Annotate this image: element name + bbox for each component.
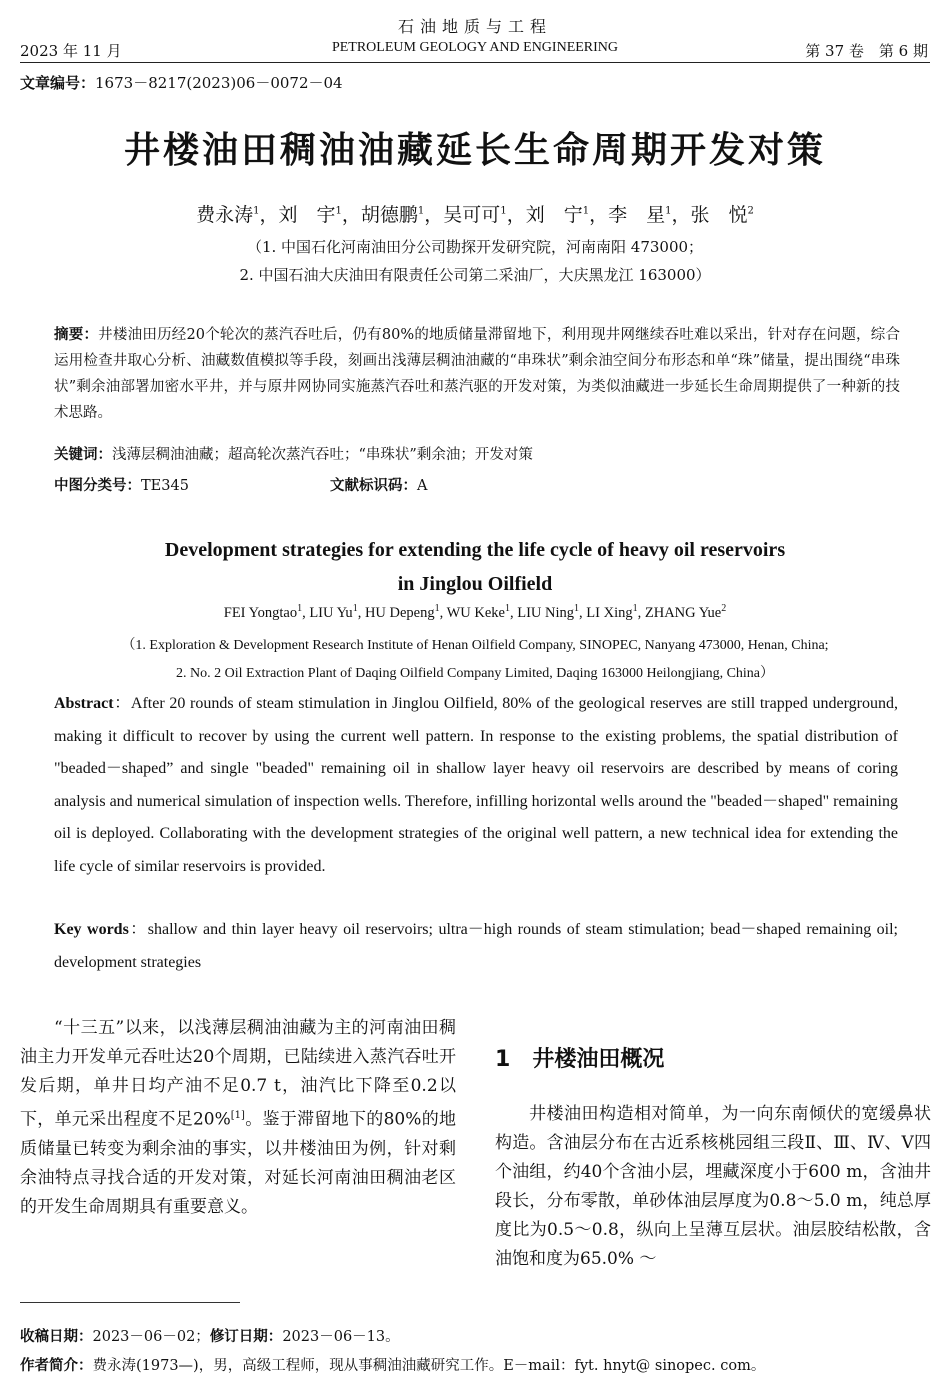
document-code [330, 474, 427, 495]
author: 刘 宁 [525, 204, 583, 226]
author-en: ZHANG Yue [644, 604, 722, 621]
affiliation-en-2: 2. No. 2 Oil Extraction Plant of Daqing Oilfield Company Limited, Daqing 163000 Heilongjiang, China） [175, 666, 775, 681]
title-en-line2: in Jinglou Oilfield [397, 573, 553, 595]
article-number [20, 72, 343, 93]
author-list-en: FEI Yongtao$^1$, LIU Yu$^1$, HU Depeng$^1$, WU Keke$^1$, LIU Ning$^1$, LI Xing$^1$, ZHANG Yue$^2$ [223, 603, 727, 621]
affiliation-en-1: （1. Exploration & Development Research Institute of Henan Oilfield Company, SINOPEC, Nanyang 473000, Henan, China; [121, 638, 829, 653]
abstract-en: Abstract：After 20 rounds of steam stimulation in Jinglou Oilfield, 80% of the geological reserves are still trapped underground, making it difficult to recover by using the current well pattern. In response to the existing problems, the spatial distribution of "beaded－shaped” and single "beaded" remaining oil in shallow layer heavy oil reservoirs are described by means of coring analysis and numerical simulation of inspection wells. Therefore, infilling horizontal wells around the "beaded－shaped" remaining oil is deployed. Collaborating with the development strategies of the original well pattern, a new technical idea for extending the life cycle of similar reservoirs is provided. [54, 695, 898, 875]
issue-date: 2023 年 11 月 [20, 42, 122, 60]
abstract-cn [54, 322, 900, 426]
keywords-en-text: shallow and thin layer heavy oil reservoirs; ultra－high rounds of steam stimulation; bead－shaped remaining oil; development strategies [54, 921, 898, 971]
revised-label: 修订日期： [209, 1329, 283, 1345]
title-en [0, 533, 950, 601]
author-en: WU Keke [446, 604, 505, 621]
abstract-cn-label: 摘要： [54, 327, 99, 343]
keywords-en-label: Key words [54, 921, 129, 938]
received-dates: 收稿日期：2023－06－02；修订日期：2023－06－13。 [20, 1329, 400, 1345]
author-en: FEI Yongtao [223, 604, 298, 621]
classification-value: TE345 [141, 478, 189, 494]
author-en: HU Depeng [364, 604, 435, 621]
author: 吴可可 [443, 204, 501, 226]
header-divider [20, 62, 930, 63]
keywords-en: Key words：shallow and thin layer heavy oil reservoirs; ultra－high rounds of steam stimulation; bead－shaped remaining oil; development strategies [54, 921, 898, 971]
section-paragraph: 井楼油田构造相对简单，为一向东南倾伏的宽缓鼻状构造。含油层分布在古近系核桃园组三段Ⅱ、Ⅲ、Ⅳ、Ⅴ四个油组，约40个含油小层，埋藏深度小于600 m，含油井段长，分布零散，单砂体油层厚度为0.8～5.0 m，纯总厚度比为0.5～0.8，纵向上呈薄互层状。油层胶结松散，含油饱和度为65.0% ～ [495, 1104, 931, 1269]
author: 张 悦 [690, 204, 748, 226]
affiliation-cn-2: 2. 中国石油大庆油田有限责任公司第二采油厂，大庆黑龙江 163000） [239, 266, 711, 284]
author: 李 星 [608, 204, 666, 226]
received-label: 收稿日期： [20, 1329, 93, 1345]
abstract-en-label: Abstract [54, 695, 114, 712]
keywords-cn [54, 443, 900, 464]
author-en: LIU Ning [517, 604, 575, 621]
section-title: 井楼油田概况 [532, 1047, 665, 1072]
author-en: LIU Yu [309, 604, 353, 621]
author: 胡德鹏 [360, 204, 418, 226]
volume-issue: 第 37 卷 第 6 期 [805, 42, 928, 60]
affiliation-cn-1: （1. 中国石化河南油田分公司勘探开发研究院，河南南阳 473000； [246, 238, 704, 256]
author-bio [20, 1354, 765, 1375]
document-code-label: 文献标识码： [330, 478, 417, 494]
section-number: 1 [495, 1047, 511, 1072]
article-number-value: 1673－8217(2023)06－0072－04 [95, 74, 343, 92]
footnote-divider [20, 1302, 240, 1303]
document-code-value: A [417, 478, 428, 494]
classification-label: 中图分类号： [54, 478, 141, 494]
classification-number [54, 474, 189, 495]
author-list-cn: 费永涛$^1$，刘 宇$^1$，胡德鹏$^1$，吴可可$^1$，刘 宁$^1$，李 星$^1$，张 悦$^2$ [196, 204, 754, 226]
intro-paragraph: “十三五”以来，以浅薄层稠油油藏为主的河南油田稠油主力开发单元吞吐达20个周期，已陆续进入蒸汽吞吐开发后期，单井日均产油不足0.7 t，油汽比下降至0.2以下，单元采出程度不足20%[1]。鉴于滞留地下的80%的地质储量已转变为剩余油的事实，以井楼油田为例，针对剩余油特点寻找合适的开发对策，对延长河南油田稠油老区的开发生命周期具有重要意义。 [20, 1018, 456, 1217]
author-en: LI Xing [586, 604, 633, 621]
abstract-en-text: After 20 rounds of steam stimulation in Jinglou Oilfield, 80% of the geological reserves are still trapped underground, making it difficult to recover by using the current well pattern. In response to the existing problems, the spatial distribution of "beaded－shaped” and single "beaded" remaining oil in shallow layer heavy oil reservoirs are described by means of coring analysis and numerical simulation of inspection wells. Therefore, infilling horizontal wells around the "beaded－shaped" remaining oil is deployed. Collaborating with the development strategies of the original well pattern, a new technical idea for extending the life cycle of similar reservoirs is provided. [54, 695, 898, 875]
abstract-cn-text: 井楼油田历经20个轮次的蒸汽吞吐后，仍有80%的地质储量滞留地下，利用现井网继续吞吐难以采出，针对存在问题，综合运用检查井取心分析、油藏数值模拟等手段，刻画出浅薄层稠油油藏的“串珠状”剩余油空间分布形态和单“珠”储量，提出围绕“串珠状”剩余油部署加密水平井，并与原井网协同实施蒸汽吞吐和蒸汽驱的开发对策，为类似油藏进一步延长生命周期提供了一种新的技术思路。 [54, 327, 900, 421]
keywords-cn-text: 浅薄层稠油油藏；超高轮次蒸汽吞吐；“串珠状”剩余油；开发对策 [112, 447, 533, 463]
journal-name-en: PETROLEUM GEOLOGY AND ENGINEERING [331, 40, 619, 55]
title-en-line1: Development strategies for extending the life cycle of heavy oil reservoirs [164, 539, 786, 561]
journal-name-cn: 石油地质与工程 [397, 17, 552, 36]
citation-ref: [1] [230, 1110, 245, 1121]
author-bio-text: 费永涛(1973—)，男，高级工程师，现从事稠油油藏研究工作。E－mail：fyt. hnyt@ sinopec. com。 [92, 1358, 766, 1374]
author-bio-label: 作者简介： [20, 1358, 93, 1374]
keywords-cn-label: 关键词： [54, 447, 112, 463]
article-number-label: 文章编号： [20, 74, 96, 92]
author: 费永涛 [196, 204, 254, 226]
author: 刘 宇 [278, 204, 336, 226]
page-title: 井楼油田稠油油藏延长生命周期开发对策 [123, 130, 826, 171]
section-heading [495, 1042, 664, 1073]
